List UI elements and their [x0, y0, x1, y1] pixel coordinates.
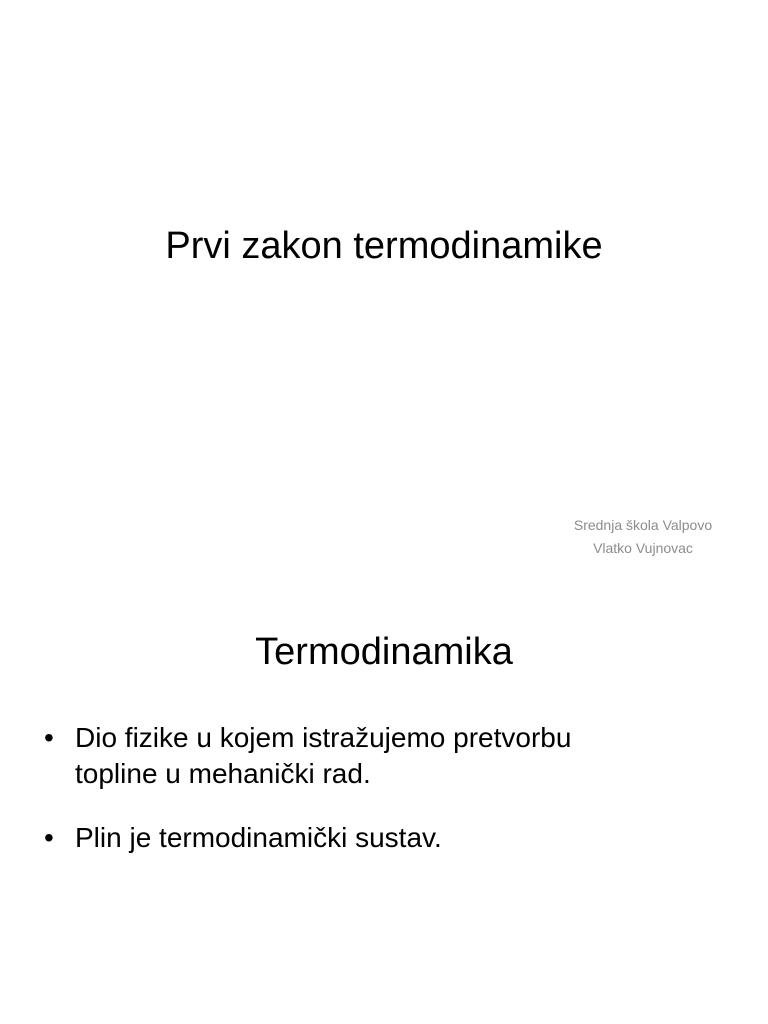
slide-heading: Termodinamika	[255, 631, 513, 673]
list-item	[44, 820, 724, 856]
slide-subtitle	[520, 514, 766, 560]
slide-title: Prvi zakon termodinamike	[165, 225, 603, 267]
list-item	[44, 720, 724, 792]
bullet-list	[44, 720, 724, 884]
bullet-icon: •	[44, 722, 54, 753]
content-slide	[0, 576, 768, 1024]
school-name: Srednja škola Valpovo	[573, 517, 713, 533]
bullet-text-line: Plin je termodinamički sustav.	[75, 822, 442, 853]
author-name: Vlatko Vujnovac	[593, 540, 693, 556]
bullet-text-line: topline u mehanički rad.	[75, 758, 371, 789]
bullet-text-line: Dio fizike u kojem istražujemo pretvorbu	[75, 722, 572, 753]
bullet-icon: •	[44, 822, 54, 853]
